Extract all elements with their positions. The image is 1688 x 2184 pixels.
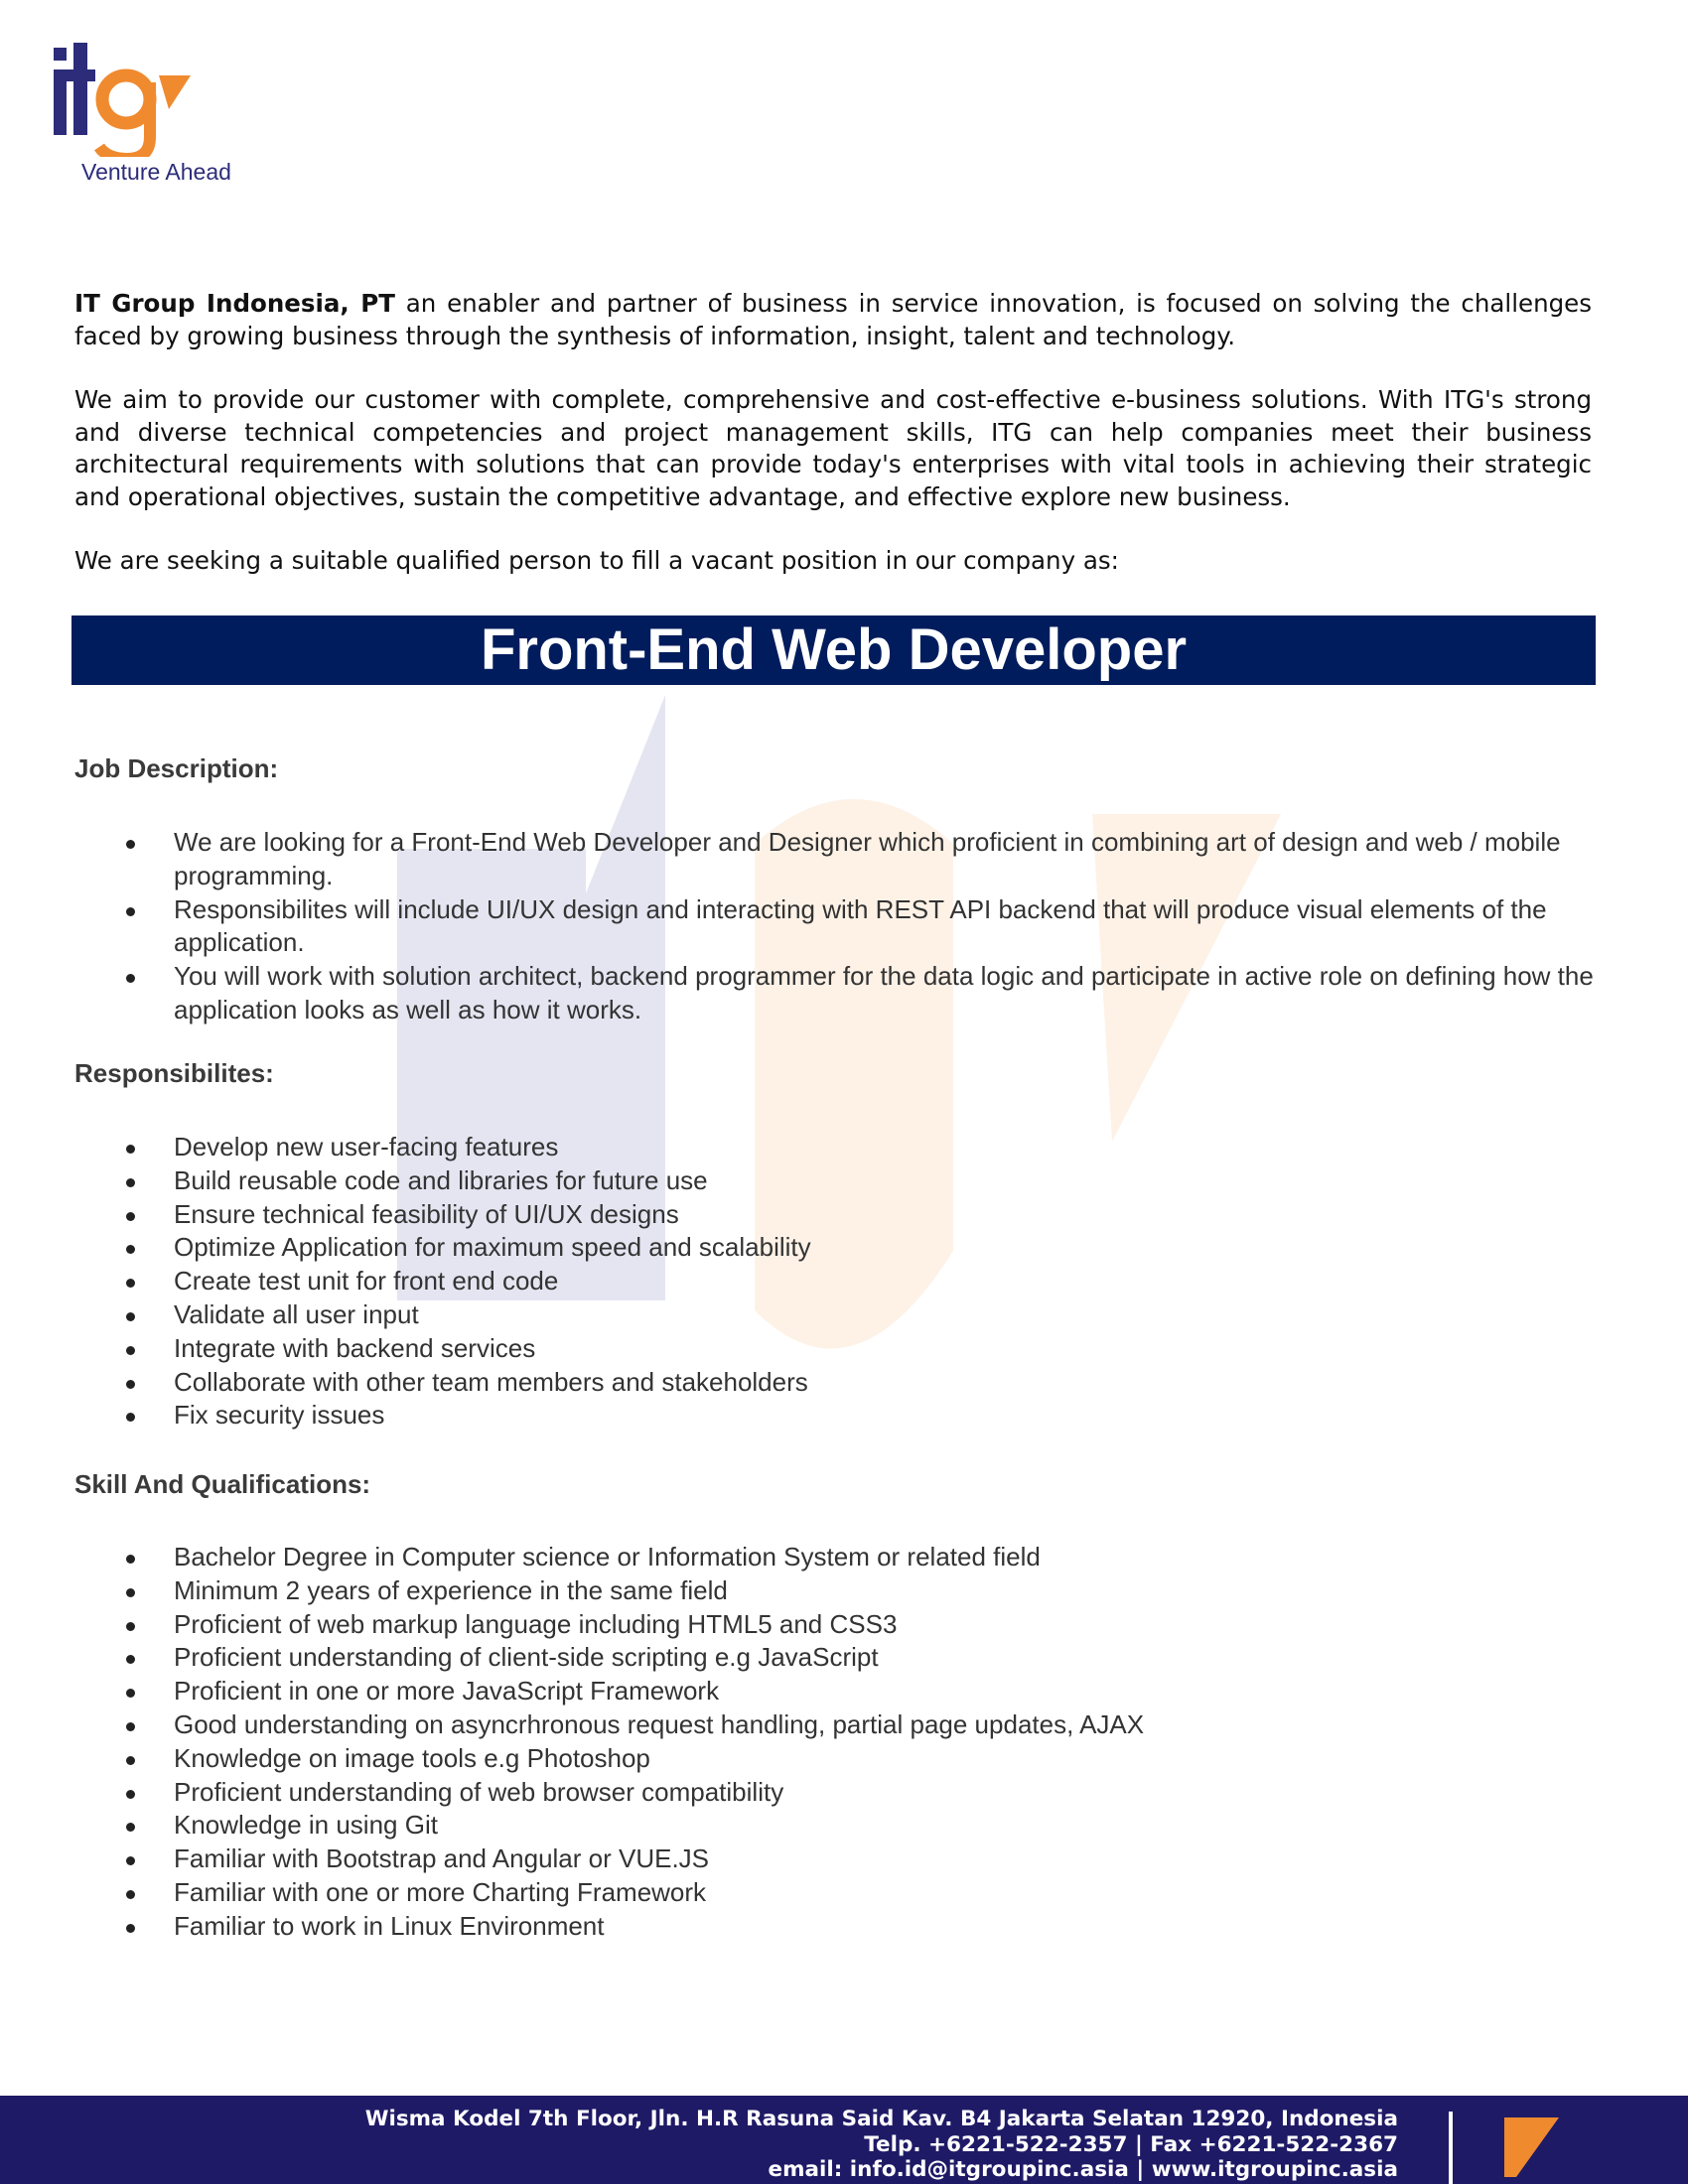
list-item: Develop new user-facing features: [74, 1131, 1594, 1164]
logo-tagline: Venture Ahead: [81, 159, 231, 185]
responsibilities-list: [74, 1131, 1594, 1433]
mission-statement: We aim to provide our customer with complete, comprehensive and cost-effective e-business solutions. With ITG's strong and diverse technical competencies and project management skills, ITG can help companies meet their business architectural requirements with solutions that can provide today's enterprises with vital tools in achieving their strategic and operational objectives, sustain the competitive advantage, and effective explore new business.: [74, 385, 1592, 511]
itg-logo-mark: [52, 38, 201, 157]
list-item: Create test unit for front end code: [74, 1265, 1594, 1298]
responsibilities-heading: Responsibilites:: [74, 1058, 274, 1088]
list-item: Knowledge on image tools e.g Photoshop: [74, 1742, 1594, 1776]
list-item: Proficient in one or more JavaScript Framework: [74, 1675, 1594, 1708]
list-item: Proficient understanding of web browser compatibility: [74, 1776, 1594, 1810]
list-item: Familiar with Bootstrap and Angular or VUE.JS: [74, 1843, 1594, 1876]
list-item: Integrate with backend services: [74, 1332, 1594, 1366]
list-item: Good understanding on asyncrhronous request handling, partial page updates, AJAX: [74, 1708, 1594, 1742]
footer-phone: Telp. +6221-522-2357 | Fax +6221-522-2367: [864, 2131, 1398, 2157]
list-item: Responsibilites will include UI/UX design and interacting with REST API backend that will produce visual elements of the application.: [74, 893, 1594, 961]
company-description: an enabler and partner of business in service innovation, is focused on solving the challenges faced by growing business through the synthesis of information, insight, talent and technology.: [74, 289, 1593, 350]
qualifications-list: [74, 1541, 1594, 1944]
intro-section: [74, 288, 1592, 610]
list-item: Knowledge in using Git: [74, 1809, 1594, 1843]
company-intro: [74, 288, 1592, 352]
list-item: Optimize Application for maximum speed and scalability: [74, 1231, 1594, 1265]
list-item: Familiar with one or more Charting Framework: [74, 1876, 1594, 1910]
list-item: Fix security issues: [74, 1399, 1594, 1433]
footer-bar: [0, 2096, 1688, 2184]
list-item: You will work with solution architect, backend programmer for the data logic and participate in active role on defining how the application looks as well as how it works.: [74, 960, 1594, 1027]
footer-contact-block: [365, 2107, 1398, 2183]
list-item: Build reusable code and libraries for future use: [74, 1164, 1594, 1198]
list-item: Ensure technical feasibility of UI/UX designs: [74, 1198, 1594, 1232]
job-description-list: [74, 826, 1594, 1027]
list-item: Familiar to work in Linux Environment: [74, 1910, 1594, 1944]
list-item: Proficient of web markup language including HTML5 and CSS3: [74, 1608, 1594, 1642]
company-logo: [52, 38, 270, 197]
footer-divider: [1449, 2112, 1453, 2184]
qualifications-heading: Skill And Qualifications:: [74, 1469, 371, 1499]
list-item: Validate all user input: [74, 1298, 1594, 1332]
triangle-logo-icon: [1504, 2117, 1564, 2184]
footer-address: Wisma Kodel 7th Floor, Jln. H.R Rasuna Said Kav. B4 Jakarta Selatan 12920, Indonesia: [364, 2107, 1398, 2131]
seeking-statement: We are seeking a suitable qualified person to fill a vacant position in our company as:: [74, 546, 1119, 575]
list-item: Bachelor Degree in Computer science or Information System or related field: [74, 1541, 1594, 1574]
footer-email-web: email: info.id@itgroupinc.asia | www.itgroupinc.asia: [768, 2157, 1398, 2182]
company-name: IT Group Indonesia, PT: [74, 289, 395, 318]
list-item: Minimum 2 years of experience in the same field: [74, 1574, 1594, 1608]
job-title-banner: Front-End Web Developer: [71, 615, 1596, 685]
list-item: Collaborate with other team members and stakeholders: [74, 1366, 1594, 1400]
job-description-heading: Job Description:: [74, 753, 279, 783]
list-item: Proficient understanding of client-side scripting e.g JavaScript: [74, 1641, 1594, 1675]
list-item: We are looking for a Front-End Web Developer and Designer which proficient in combining art of design and web / mobile programming.: [74, 826, 1594, 893]
